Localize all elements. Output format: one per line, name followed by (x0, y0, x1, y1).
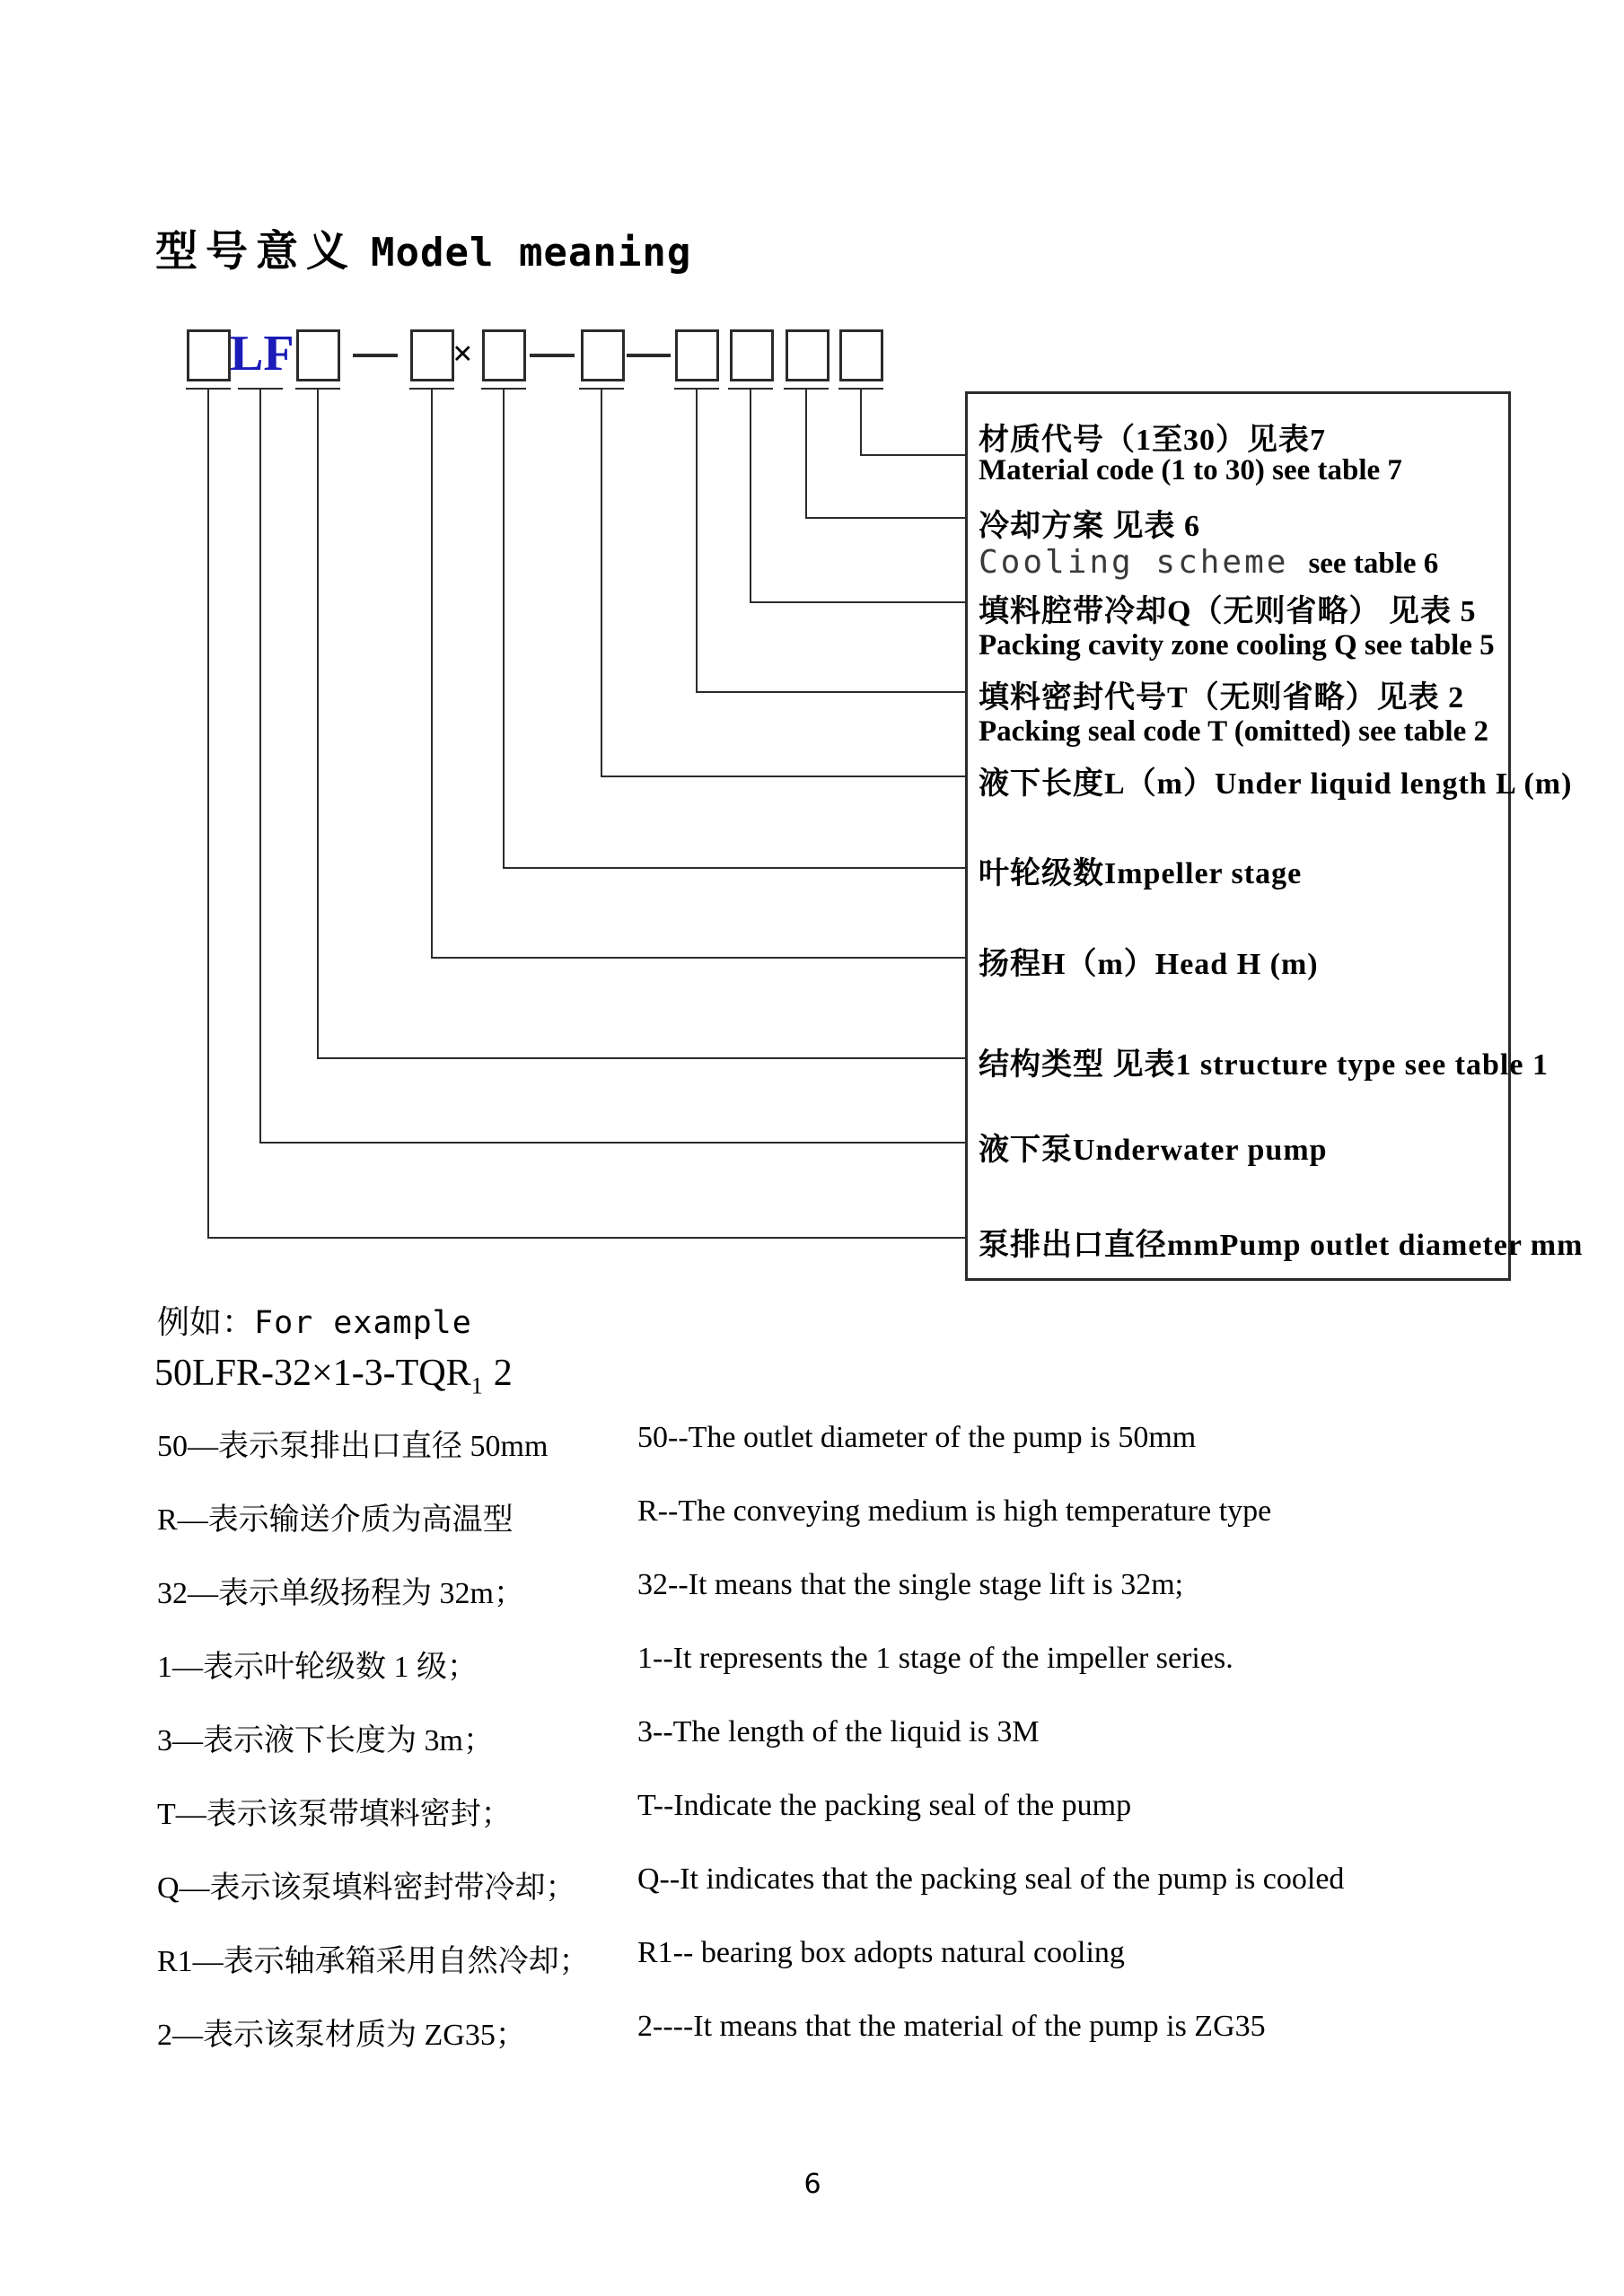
example-intro-zh: 例如： (157, 1304, 255, 1340)
example-model-code-subscript: 1 (470, 1372, 483, 1399)
connector-hline-10 (861, 454, 965, 456)
model-code-box-2 (296, 329, 340, 381)
connector-vline-4 (431, 390, 433, 959)
example-row-en-3: 1--It represents the 1 stage of the impeller series. (637, 1642, 1233, 1675)
example-row-en-4: 3--The length of the liquid is 3M (637, 1715, 1040, 1748)
example-row-zh-6: Q—表示该泵填料密封带冷却； (157, 1871, 576, 1905)
example-row-zh-2: 32—表示单级扬程为 32m； (157, 1577, 524, 1610)
example-row-zh-1: R—表示输送介质为高温型 (157, 1503, 514, 1537)
connector-vline-9 (805, 390, 807, 519)
example-row-en-8: 2----It means that the material of the pump is ZG35 (637, 2010, 1266, 2043)
connector-hline-1 (208, 1237, 965, 1239)
legend-label-zh-3: 填料密封代号T（无则省略）见表 2 (979, 681, 1465, 714)
example-model-code-tail: 2 (493, 1353, 513, 1394)
legend-label-zh-0: 材质代号（1至30）见表7 (979, 424, 1326, 457)
connector-vline-5 (503, 390, 505, 869)
page-title-en: Model meaning (371, 230, 692, 276)
connector-vline-6 (601, 390, 602, 777)
legend-label-zh-5: 叶轮级数Impeller stage (979, 857, 1303, 890)
example-row-zh-5: T—表示该泵带填料密封； (157, 1798, 512, 1831)
example-row-en-6: Q--It indicates that the packing seal of the pump is cooled (637, 1862, 1345, 1896)
connector-hline-8 (751, 601, 965, 603)
legend-label-en-1-tail: see table 6 (1308, 548, 1439, 580)
model-code-box-1 (187, 329, 231, 381)
example-row-en-5: T--Indicate the packing seal of the pump (637, 1789, 1132, 1822)
legend-label-zh-9: 泵排出口直径mmPump outlet diameter mm (979, 1229, 1584, 1262)
example-row-en-7: R1-- bearing box adopts natural cooling (637, 1936, 1125, 1969)
legend-label-en-2: Packing cavity zone cooling Q see table 5 (979, 629, 1495, 662)
connector-hline-7 (697, 691, 965, 693)
legend-label-en-1 (979, 544, 1438, 581)
example-row-zh-0: 50—表示泵排出口直径 50mm (157, 1430, 549, 1463)
connector-hline-9 (806, 517, 965, 519)
page-title-zh: 型号意义 (155, 227, 356, 275)
model-code-box-5 (581, 329, 625, 381)
page-number: 6 (803, 2169, 821, 2200)
connector-hline-4 (432, 957, 965, 959)
legend-label-zh-4: 液下长度L（m）Under liquid length L (m) (979, 767, 1573, 801)
example-row-zh-3: 1—表示叶轮级数 1 级； (157, 1651, 478, 1684)
example-row-zh-8: 2—表示该泵材质为 ZG35； (157, 2019, 526, 2052)
legend-label-zh-7: 结构类型 见表1 structure type see table 1 (979, 1048, 1549, 1082)
example-row-zh-4: 3—表示液下长度为 3m； (157, 1724, 494, 1757)
example-row-en-1: R--The conveying medium is high temperature type (637, 1494, 1272, 1528)
example-row-en-2: 32--It means that the single stage lift is 32m; (637, 1568, 1184, 1601)
connector-hline-3 (318, 1057, 965, 1059)
example-row-zh-7: R1—表示轴承箱采用自然冷却； (157, 1945, 590, 1978)
connector-vline-7 (696, 390, 698, 693)
example-intro (157, 1297, 472, 1343)
dash-separator-2 (530, 354, 575, 357)
dash-separator-3 (627, 354, 671, 357)
connector-vline-3 (317, 390, 319, 1059)
connector-vline-10 (860, 390, 862, 456)
model-code-box-6 (675, 329, 719, 381)
legend-label-zh-6: 扬程H（m）Head H (m) (979, 948, 1319, 981)
multiply-sign: × (452, 333, 473, 373)
dash-separator-1 (353, 354, 398, 357)
connector-vline-8 (750, 390, 751, 603)
legend-label-zh-8: 液下泵Underwater pump (979, 1134, 1328, 1167)
legend-label-zh-1: 冷却方案 见表 6 (979, 510, 1200, 543)
model-code-box-3 (410, 329, 454, 381)
connector-hline-5 (504, 867, 965, 869)
model-prefix-code: LF (230, 326, 294, 381)
legend-label-en-1-mono: Cooling scheme (979, 544, 1289, 581)
example-intro-en: For example (254, 1305, 472, 1341)
page-title (155, 218, 691, 278)
connector-hline-6 (601, 776, 965, 777)
connector-hline-2 (260, 1142, 965, 1144)
model-code-box-7 (730, 329, 774, 381)
legend-label-zh-2: 填料腔带冷却Q（无则省略） 见表 5 (979, 595, 1477, 628)
model-code-box-9 (839, 329, 883, 381)
model-code-box-4 (482, 329, 526, 381)
connector-vline-1 (207, 390, 209, 1239)
example-model-code-main: 50LFR-32×1-3-TQR (154, 1353, 471, 1394)
model-code-box-8 (786, 329, 830, 381)
legend-label-en-3: Packing seal code T (omitted) see table 2 (979, 715, 1488, 748)
example-row-en-0: 50--The outlet diameter of the pump is 50mm (637, 1421, 1197, 1454)
connector-vline-2 (259, 390, 261, 1144)
example-model-code (154, 1352, 513, 1399)
legend-label-en-0: Material code (1 to 30) see table 7 (979, 454, 1402, 486)
